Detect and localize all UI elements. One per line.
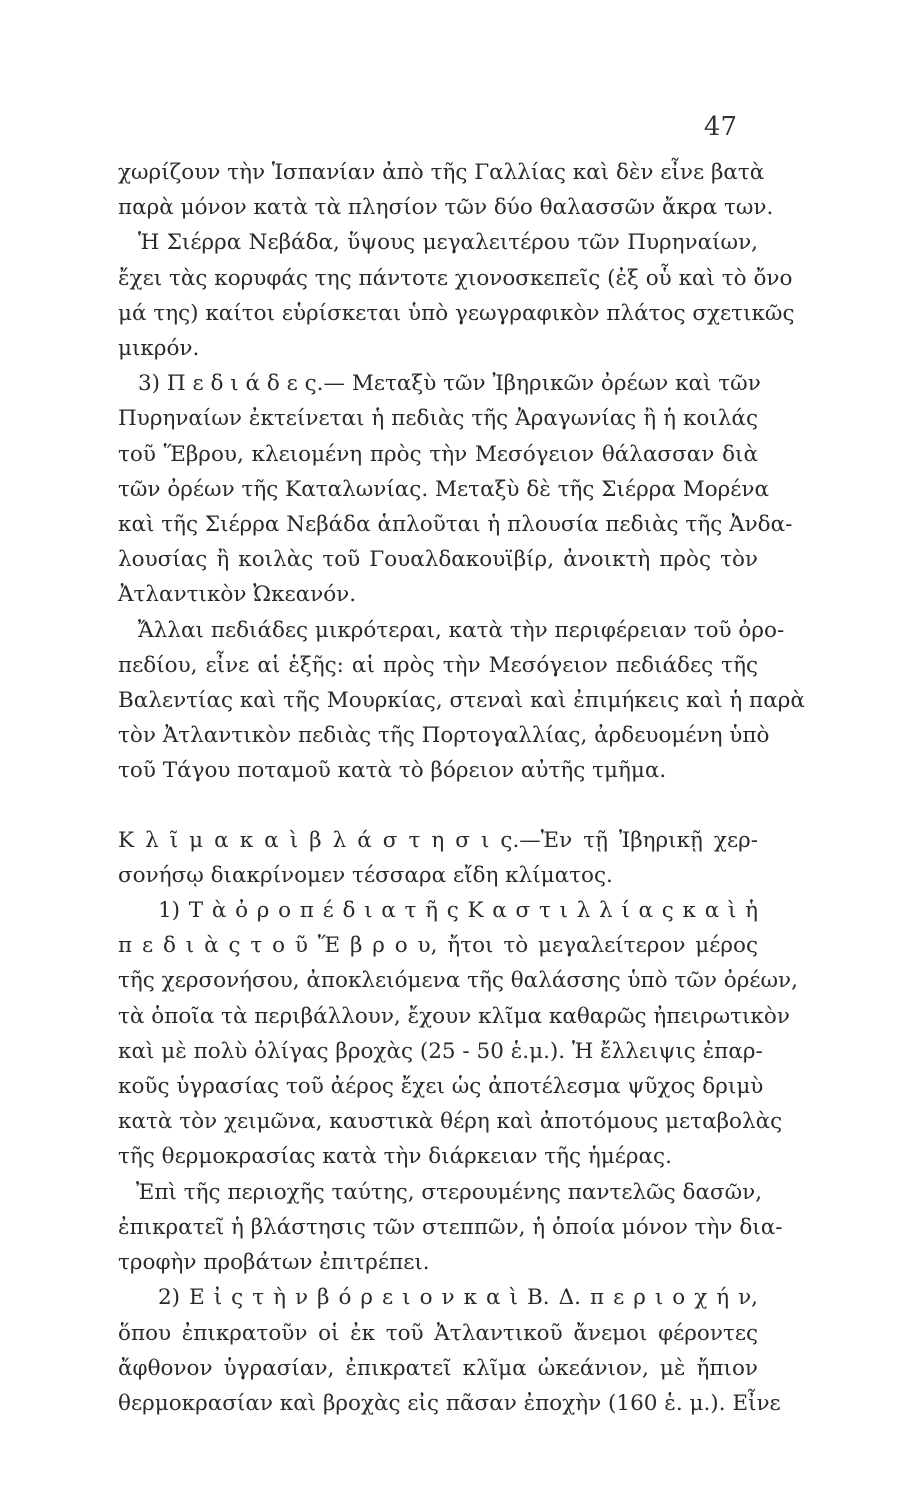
text-line: π ε δ ι ὰ ς τ ο ῦ Ἕ β ρ ο υ, ἤτοι τὸ μεγαλείτερον μέρος [118, 933, 758, 959]
text-line: θερμοκρασίαν καὶ βροχὰς εἰς πᾶσαν ἐποχὴν (160 ἑ. μ.). Εἶνε [118, 1390, 781, 1416]
text-line: τῆς χερσονήσου, ἀποκλειόμενα τῆς θαλάσσης ὑπὸ τῶν ὀρέων, [118, 968, 798, 994]
text-line: μικρόν. [118, 336, 200, 362]
text-line: ἔχει τὰς κορυφάς της πάντοτε χιονοσκεπεῖς (ἐξ οὗ καὶ τὸ ὄνο [118, 265, 793, 291]
text-line: Ἡ Σιέρρα Νεβάδα, ὕψους μεγαλειτέρου τῶν Πυρηναίων, [138, 230, 758, 256]
text-line: Βαλεντίας καὶ τῆς Μουρκίας, στεναὶ καὶ ἐπιμήκεις καὶ ἡ παρὰ [118, 688, 805, 714]
text-line: 2) Ε ἰ ς τ ὴ ν β ό ρ ε ι ο ν κ α ὶ Β. Δ. π ε ρ ι ο χ ή ν, [158, 1285, 758, 1311]
text-line: καὶ μὲ πολὺ ὀλίγας βροχὰς (25 - 50 ἑ.μ.). Ἡ ἔλλειψις ἐπαρ- [118, 1038, 763, 1064]
text-line: Πυρηναίων ἐκτείνεται ἡ πεδιὰς τῆς Ἀραγωνίας ἢ ἡ κοιλάς [118, 406, 758, 432]
text-line: παρὰ μόνον κατὰ τὰ πλησίον τῶν δύο θαλασσῶν ἄκρα των. [118, 195, 774, 221]
text-line: τῆς θερμοκρασίας κατὰ τὴν διάρκειαν τῆς ἡμέρας. [118, 1144, 672, 1170]
text-line: μά της) καίτοι εὑρίσκεται ὑπὸ γεωγραφικὸν πλάτος σχετικῶς [118, 300, 795, 326]
text-line: τοῦ Ἕβρου, κλειομένη πρὸς τὴν Μεσόγειον θάλασσαν διὰ [118, 441, 758, 467]
body-text [118, 155, 805, 1421]
text-line: καὶ τῆς Σιέρρα Νεβάδα ἁπλοῦται ἡ πλουσία πεδιὰς τῆς Ἀνδα- [118, 512, 793, 538]
text-line: κατὰ τὸν χειμῶνα, καυστικὰ θέρη καὶ ἀποτόμους μεταβολὰς [118, 1109, 783, 1135]
text-line: τροφὴν προβάτων ἐπιτρέπει. [118, 1250, 430, 1276]
text-line: 3) Π ε δ ι ά δ ε ς.— Μεταξὺ τῶν Ἰβηρικῶν ὀρέων καὶ τῶν [138, 371, 761, 397]
section-gap [118, 789, 758, 823]
text-line: Ἄλλαι πεδιάδες μικρότεραι, κατὰ τὴν περιφέρειαν τοῦ ὀρο- [138, 617, 785, 643]
text-line: σονήσῳ διακρίνομεν τέσσαρα εἴδη κλίματος. [118, 862, 613, 888]
section-heading-line: Κ λ ῖ μ α κ α ὶ β λ ά σ τ η σ ι ς.—Ἐν τῇ Ἰβηρικῇ χερ- [118, 827, 758, 853]
text-line: λουσίας ἢ κοιλὰς τοῦ Γουαλδακουϊβίρ, ἀνοικτὴ πρὸς τὸν [118, 547, 758, 573]
text-line: κοῦς ὑγρασίας τοῦ ἀέρος ἔχει ὡς ἀποτέλεσμα ψῦχος δριμὺ [118, 1074, 764, 1100]
text-line: Ἐπὶ τῆς περιοχῆς ταύτης, στερουμένης παντελῶς δασῶν, [136, 1179, 763, 1205]
text-line: τοῦ Τάγου ποταμοῦ κατὰ τὸ βόρειον αὐτῆς τμῆμα. [118, 758, 667, 784]
page-number: 47 [703, 112, 737, 142]
text-line: τὸν Ἀτλαντικὸν πεδιὰς τῆς Πορτογαλλίας, ἀρδευομένη ὑπὸ [118, 723, 770, 749]
text-line: ὅπου ἐπικρατοῦν οἱ ἐκ τοῦ Ἀτλαντικοῦ ἄνεμοι φέροντες [118, 1320, 758, 1346]
text-line: Ἀτλαντικὸν Ὠκεανόν. [118, 582, 357, 608]
text-line: τῶν ὀρέων τῆς Καταλωνίας. Μεταξὺ δὲ τῆς Σιέρρα Μορένα [118, 476, 770, 502]
text-line: ἄφθονον ὑγρασίαν, ἐπικρατεῖ κλῖμα ὠκεάνιον, μὲ ἤπιον [118, 1355, 758, 1381]
text-line: 1) Τ ὰ ὀ ρ ο π έ δ ι α τ ῆ ς Κ α σ τ ι λ λ ί α ς κ α ὶ ἡ [158, 898, 758, 924]
text-line: πεδίου, εἶνε αἱ ἑξῆς: αἱ πρὸς τὴν Μεσόγειον πεδιάδες τῆς [118, 652, 758, 678]
text-line: χωρίζουν τὴν Ἱσπανίαν ἀπὸ τῆς Γαλλίας καὶ δὲν εἶνε βατὰ [118, 160, 765, 185]
text-line: ἐπικρατεῖ ἡ βλάστησις τῶν στεππῶν, ἡ ὁποία μόνον τὴν δια- [118, 1214, 783, 1240]
text-line: τὰ ὁποῖα τὰ περιβάλλουν, ἔχουν κλῖμα καθαρῶς ἠπειρωτικὸν [118, 1003, 790, 1029]
